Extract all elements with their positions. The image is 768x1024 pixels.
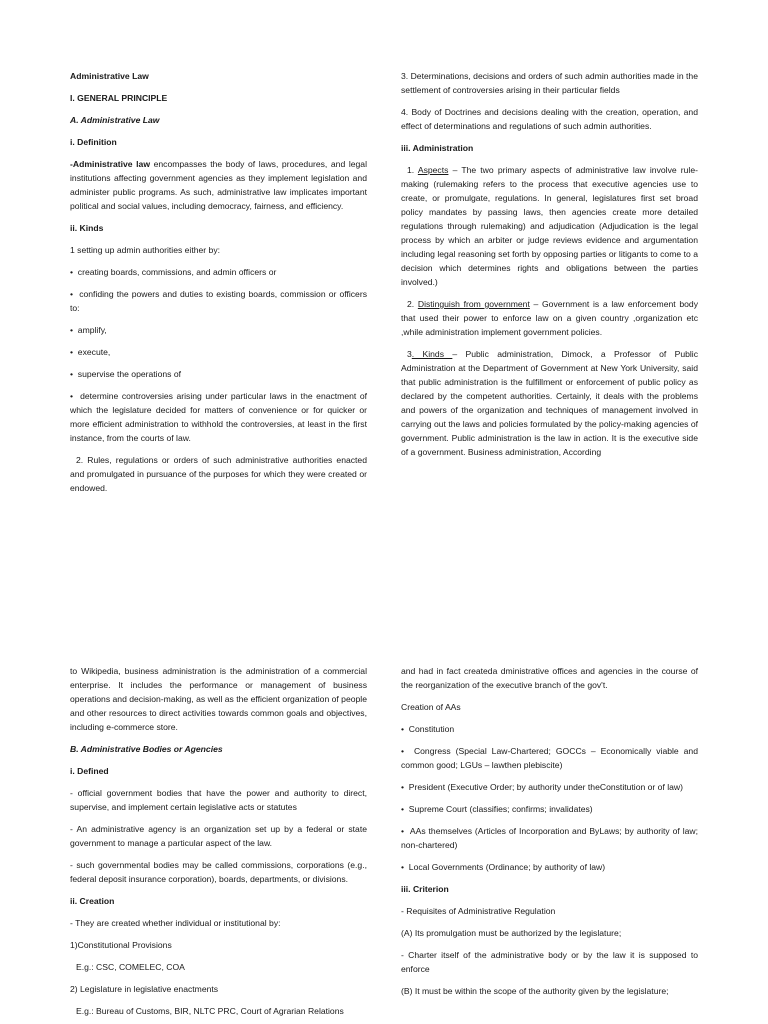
bullet-icon (70, 347, 78, 357)
bullet-item (401, 722, 698, 736)
heading-creation: ii. Creation (70, 896, 115, 906)
bullet-item (70, 389, 367, 445)
bullet-text: President (Executive Order; by authority under theConstitution or of law) (408, 782, 683, 792)
paragraph-continuation: and had in fact createda dministrative offices and agencies in the course of the reorganization of the executive branch of the gov't. (401, 666, 698, 690)
kinds-item-3: 3. Determinations, decisions and orders of such admin authorities made in the settlement of controversies arising in their particular fields (401, 71, 698, 95)
aspects-text: – The two primary aspects of administrative law involve rule-making (rulemaking refers to the process that executive agencies use to create, or promulgate, regulations. In general, legislatures first set broad policy mandates by passing laws, then agencies create more detailed regulations through rulemaking) and adjudication (Adjudication is the legal process by which an arbiter or judge reviews evidence and argumentation including legal reasoning set forth by opposing parties or litigants to come to a decision which determines rights and obligations between the parties involved.) (401, 165, 698, 287)
bullet-icon (70, 267, 78, 277)
requisite-a-detail: - Charter itself of the administrative body or by the law it is supposed to enforce (401, 950, 698, 974)
bullet-text: Constitution (408, 724, 455, 734)
bullet-item (70, 323, 367, 337)
heading-kinds: ii. Kinds (70, 223, 104, 233)
bullet-icon (70, 369, 78, 379)
creation-item-1: - They are created whether individual or institutional by: (70, 918, 281, 928)
term-kinds: . Kinds (411, 349, 453, 359)
bullet-icon (70, 391, 80, 401)
requisite-b: (B) It must be within the scope of the authority given by the legislature; (401, 986, 669, 996)
bullet-text: determine controversies arising under particular laws in the enactment of which the legislature decided for matters of convenience or for quicker or more efficient administration to withhold the controversies, at least in the first instance, from the courts of law. (70, 391, 367, 443)
kinds-item-2: 2. Rules, regulations or orders of such administrative authorities enacted and promulgated in pursuance of the purposes for which they were created or endowed. (70, 455, 367, 493)
heading-defined: i. Defined (70, 766, 109, 776)
requisite-a: (A) Its promulgation must be authorized by the legislature; (401, 928, 622, 938)
paragraph-aspects (401, 163, 698, 289)
page1-left-column (70, 69, 367, 503)
kinds-text: – Public administration, Dimock, a Professor of Public Administration at the Department of Government at New York University, said that public administration is the fulfillment or enforcement of public policy as declared by the competent authorities. Certainly, it deals with the problems and powers of the organization and techniques of management involved in carrying out the laws and policies formulated by the policy-making agencies of government. Public administration is the law in action. It is the executive side of a government. Business administration, According (401, 349, 698, 457)
heading-criterion: iii. Criterion (401, 884, 449, 894)
definition-term: -Administrative law (70, 159, 151, 169)
definition-text: encompasses the body of laws, procedures, and legal institutions affecting government agencies as they implement legislation and administer public programs. As such, administrative law implicates important political and social values, including democracy, fairness, and efficiency. (70, 159, 367, 211)
bullet-icon (401, 746, 414, 756)
creation-example-2: E.g.: Bureau of Customs, BIR, NLTC PRC, Court of Agrarian Relations (76, 1006, 344, 1016)
paragraph-definition (70, 157, 367, 213)
bullet-item (70, 367, 367, 381)
document-title: Administrative Law (70, 71, 149, 81)
bullet-icon (401, 826, 410, 836)
bullet-item (401, 824, 698, 852)
bullet-icon (401, 804, 409, 814)
paragraph-wikipedia: to Wikipedia, business administration is the administration of a commercial enterprise. It includes the performance or management of business operations and decision-making, as well as the efficient organization of people and other resources to direct activities towards common goals and objectives, including e-commerce store. (70, 666, 367, 732)
bullet-icon (401, 724, 409, 734)
bullet-item (70, 265, 367, 279)
bullet-icon (70, 289, 79, 299)
creation-item-3: 2) Legislature in legislative enactments (70, 984, 219, 994)
subsection-heading-administrative-law: A. Administrative Law (70, 115, 160, 125)
bullet-text: amplify, (77, 325, 107, 335)
bullet-item (70, 345, 367, 359)
bullet-item (401, 860, 698, 874)
term-aspects: Aspects (417, 165, 449, 175)
bullet-text: creating boards, commissions, and admin officers or (77, 267, 277, 277)
subsection-heading-administrative-bodies: B. Administrative Bodies or Agencies (70, 744, 223, 754)
bullet-text: AAs themselves (Articles of Incorporation and ByLaws; by authority of law; non-chartered) (401, 826, 698, 850)
defined-item-2: - An administrative agency is an organization set up by a federal or state government to manage a particular aspect of the law. (70, 824, 367, 848)
requisites-heading: - Requisites of Administrative Regulation (401, 906, 556, 916)
bullet-item (401, 780, 698, 794)
bullet-icon (70, 325, 78, 335)
page2-right-column (401, 664, 698, 1006)
paragraph-kinds (401, 347, 698, 459)
heading-administration: iii. Administration (401, 143, 474, 153)
bullet-item (70, 287, 367, 315)
heading-creation-of-aas: Creation of AAs (401, 702, 461, 712)
distinguish-text: – Government is a law enforcement body that used their power to enforce law on a given country ,organization etc ,while administration implement government policies. (401, 299, 698, 337)
bullet-text: Congress (Special Law-Chartered; GOCCs – Economically viable and common good; LGUs – lawthen plebiscite) (401, 746, 698, 770)
creation-item-2: 1)Constitutional Provisions (70, 940, 172, 950)
paragraph-distinguish (401, 297, 698, 339)
term-distinguish: Distinguish from government (417, 299, 530, 309)
creation-example-1: E.g.: CSC, COMELEC, COA (76, 962, 185, 972)
page1-right-column (401, 69, 698, 467)
bullet-item (401, 744, 698, 772)
item-number: 1. (407, 165, 418, 175)
bullet-item (401, 802, 698, 816)
bullet-icon (401, 862, 409, 872)
bullet-text: confiding the powers and duties to existing boards, commission or officers to: (70, 289, 367, 313)
page2-left-column (70, 664, 367, 1024)
defined-item-1: - official government bodies that have the power and authority to direct, supervise, and implement certain legislative acts or statutes (70, 788, 367, 812)
heading-definition: i. Definition (70, 137, 117, 147)
defined-item-3: - such governmental bodies may be called commissions, corporations (e.g., federal deposit insurance corporation), boards, departments, or divisions. (70, 860, 367, 884)
bullet-text: execute, (77, 347, 111, 357)
bullet-icon (401, 782, 409, 792)
kinds-item-4: 4. Body of Doctrines and decisions dealing with the creation, operation, and effect of determinations and regulations of such admin authorities. (401, 107, 698, 131)
bullet-text: Supreme Court (classifies; confirms; invalidates) (408, 804, 593, 814)
bullet-text: supervise the operations of (77, 369, 181, 379)
bullet-text: Local Governments (Ordinance; by authority of law) (408, 862, 606, 872)
item-number: 2. (407, 299, 418, 309)
section-heading-general-principle: I. GENERAL PRINCIPLE (70, 93, 168, 103)
document-page-2 (0, 652, 768, 1024)
item-number: 3 (407, 349, 412, 359)
kinds-item-1: 1 setting up admin authorities either by: (70, 245, 221, 255)
